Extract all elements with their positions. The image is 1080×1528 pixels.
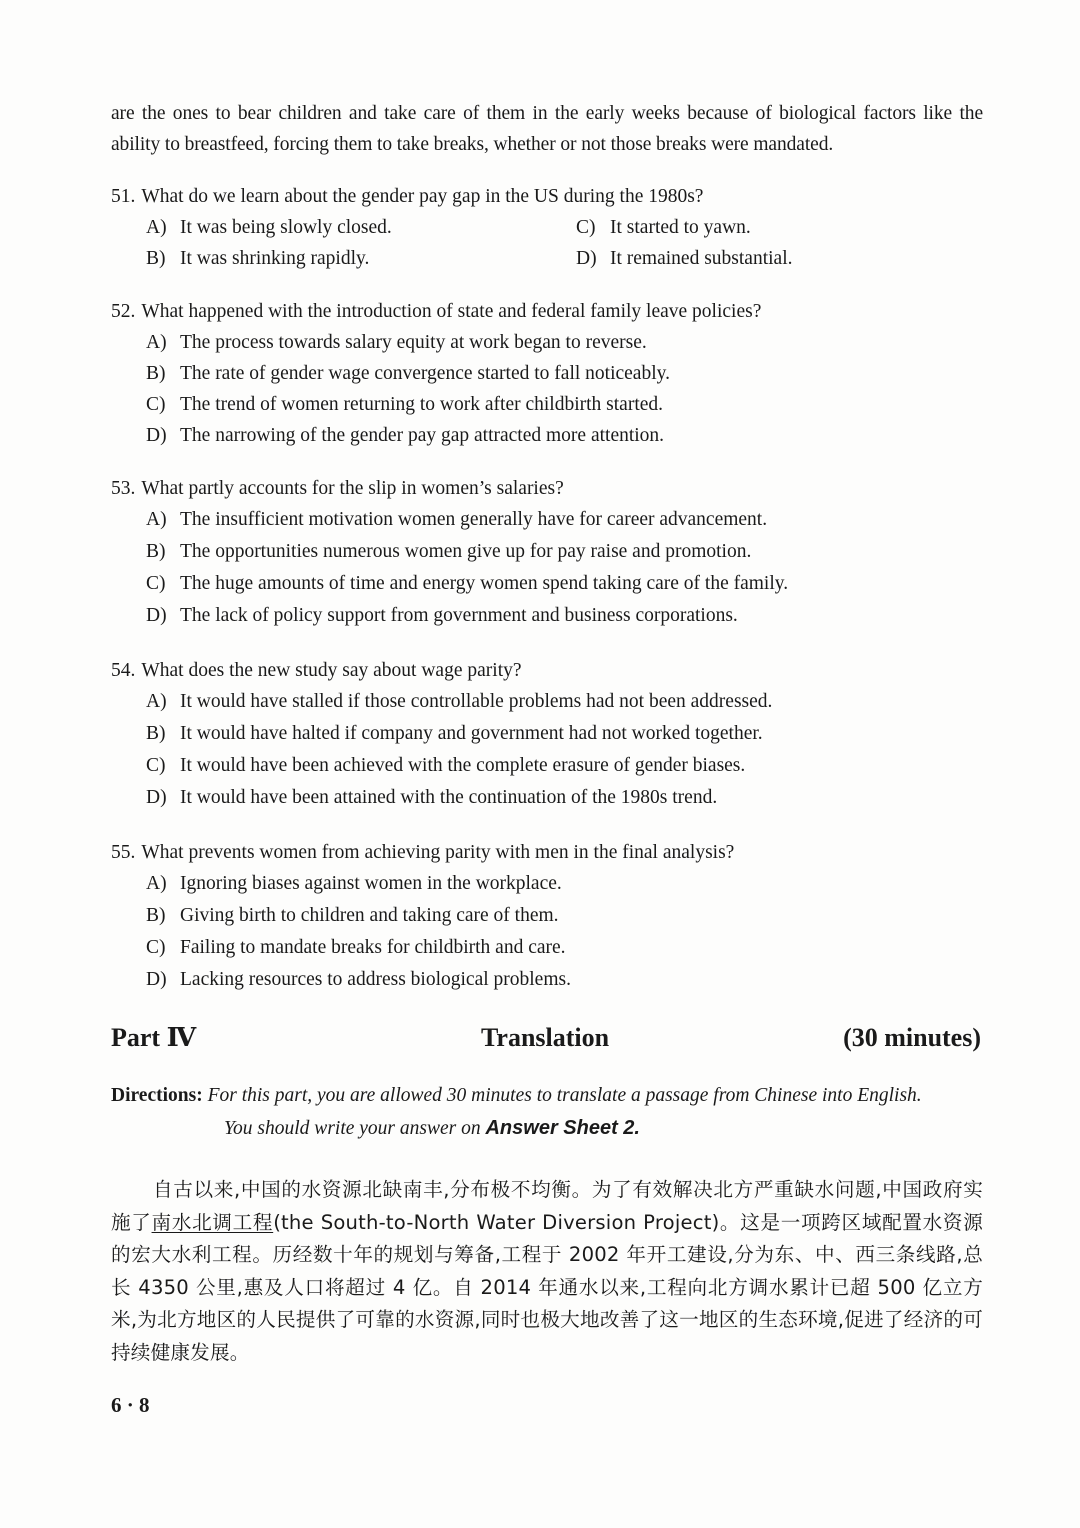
option-a[interactable]: A) It would have stalled if those controllable problems had not been addressed.	[146, 691, 773, 712]
directions	[111, 1080, 991, 1145]
option-b[interactable]: B) It would have halted if company and government had not worked together.	[146, 723, 763, 744]
question-number: 51.	[111, 186, 136, 207]
option-c[interactable]: C) The trend of women returning to work after childbirth started.	[146, 394, 664, 415]
option-a[interactable]: A) It was being slowly closed.	[146, 217, 392, 238]
question-53	[111, 473, 991, 632]
option-c[interactable]: C) It started to yawn.	[576, 217, 751, 238]
part-title: Translation	[481, 1023, 610, 1052]
directions-text: For this part, you are allowed 30 minutes to translate a passage from Chinese into English.	[207, 1085, 922, 1106]
option-d[interactable]: D) Lacking resources to address biological problems.	[146, 969, 571, 990]
question-number: 52.	[111, 301, 136, 322]
directions-line-2: You should write your answer on Answer Sheet 2.	[224, 1117, 640, 1139]
question-51	[111, 181, 991, 274]
question-stem	[111, 296, 991, 327]
question-stem	[111, 655, 991, 686]
underlined-term: 南水北调工程	[151, 1210, 274, 1234]
option-a[interactable]: A) The insufficient motivation women generally have for career advancement.	[146, 509, 768, 530]
options-list	[146, 868, 991, 996]
question-text: What happened with the introduction of state and federal family leave policies?	[141, 301, 762, 322]
question-text: What prevents women from achieving parity with men in the final analysis?	[141, 842, 735, 863]
question-number: 54.	[111, 660, 136, 681]
part-header	[111, 1016, 981, 1060]
option-c[interactable]: C) It would have been achieved with the complete erasure of gender biases.	[146, 755, 746, 776]
question-stem	[111, 837, 991, 868]
directions-label: Directions:	[111, 1085, 203, 1106]
options-list	[146, 327, 991, 451]
option-b[interactable]: B) Giving birth to children and taking care of them.	[146, 905, 559, 926]
option-a[interactable]: A) Ignoring biases against women in the workplace.	[146, 873, 562, 894]
question-55	[111, 837, 991, 996]
option-d[interactable]: D) The narrowing of the gender pay gap attracted more attention.	[146, 425, 665, 446]
question-stem	[111, 473, 991, 504]
directions-line-1	[111, 1080, 991, 1112]
option-b[interactable]: B) It was shrinking rapidly.	[146, 248, 370, 269]
question-number: 55.	[111, 842, 136, 863]
question-text: What partly accounts for the slip in women’s salaries?	[141, 478, 564, 499]
option-b[interactable]: B) The opportunities numerous women give up for pay raise and promotion.	[146, 541, 752, 562]
translation-passage: 自古以来,中国的水资源北缺南丰,分布极不均衡。为了有效解决北方严重缺水问题,中国政府实施了南水北调工程(the South-to-North Water Diversion Project)。这是一项跨区域配置水资源的宏大水利工程。历经数十年的规划与筹备,工程于 2002 年开工建设,分为东、中、西三条线路,总长 4350 公里,惠及人口将超过 4 亿。自 2014 年通水以来,工程向北方调水累计已超 500 亿立方米,为北方地区的人民提供了可靠的水资源,同时也极大地改善了这一地区的生态环境,促进了经济的可持续健康发展。	[111, 1178, 983, 1364]
option-b[interactable]: B) The rate of gender wage convergence started to fall noticeably.	[146, 363, 670, 384]
intro-paragraph: are the ones to bear children and take care of them in the early weeks because of biological factors like the ability to breastfeed, forcing them to take breaks, whether or not those breaks were mandated.	[111, 103, 983, 155]
question-number: 53.	[111, 478, 136, 499]
option-d[interactable]: D) The lack of policy support from government and business corporations.	[146, 605, 738, 626]
question-text: What does the new study say about wage parity?	[141, 660, 522, 681]
answer-sheet-reference: Answer Sheet 2.	[485, 1117, 640, 1139]
option-a[interactable]: A) The process towards salary equity at work began to reverse.	[146, 332, 647, 353]
part-time-limit: (30 minutes)	[843, 1023, 981, 1052]
options-list	[146, 504, 991, 632]
question-text: What do we learn about the gender pay gap in the US during the 1980s?	[141, 186, 704, 207]
options-list	[146, 686, 991, 814]
option-d[interactable]: D) It remained substantial.	[576, 248, 793, 269]
question-54	[111, 655, 991, 814]
part-label: Part Ⅳ	[111, 1023, 197, 1052]
options-grid	[146, 212, 991, 274]
option-d[interactable]: D) It would have been attained with the continuation of the 1980s trend.	[146, 787, 718, 808]
option-c[interactable]: C) The huge amounts of time and energy women spend taking care of the family.	[146, 573, 789, 594]
option-c[interactable]: C) Failing to mandate breaks for childbirth and care.	[146, 937, 566, 958]
question-stem	[111, 181, 991, 212]
question-52	[111, 296, 991, 451]
page-number: 6 · 8	[111, 1393, 150, 1417]
